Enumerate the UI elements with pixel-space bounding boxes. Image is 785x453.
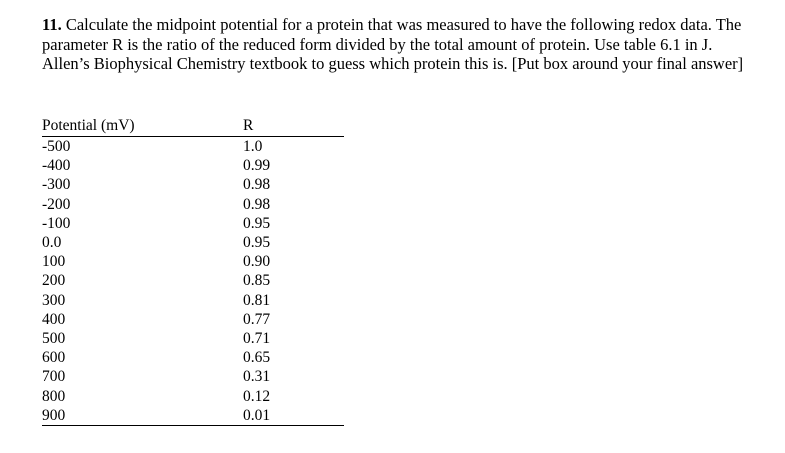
table-row (42, 252, 344, 271)
potential-cell: 100 (42, 253, 66, 271)
potential-cell: -100 (42, 214, 71, 232)
table-row (42, 310, 344, 329)
table-row (42, 195, 344, 214)
r-cell: 0.81 (243, 291, 271, 309)
r-cell: 0.99 (243, 157, 271, 175)
potential-cell: -400 (42, 157, 71, 175)
question-line-1-text: Calculate the midpoint potential for a protein that was measured to have the following redox data. The (65, 15, 742, 34)
r-cell: 1.0 (243, 138, 263, 155)
table-row (42, 406, 344, 426)
table-row (42, 156, 344, 175)
table-row (42, 233, 344, 252)
redox-data-table (42, 116, 344, 426)
potential-cell: 600 (42, 349, 66, 367)
r-cell: 0.77 (243, 310, 271, 328)
table-row (42, 271, 344, 290)
r-cell: 0.95 (243, 234, 271, 252)
potential-cell: 700 (42, 368, 66, 386)
r-cell: 0.98 (243, 195, 271, 213)
potential-cell: 800 (42, 387, 66, 405)
potential-cell: -200 (42, 195, 71, 213)
potential-cell: 900 (42, 406, 66, 424)
potential-cell: 400 (42, 310, 66, 328)
r-cell: 0.90 (243, 253, 271, 271)
r-cell: 0.98 (243, 176, 271, 194)
table-row (42, 348, 344, 367)
potential-cell: -300 (42, 176, 71, 194)
table-row (42, 329, 344, 348)
table-header (42, 116, 344, 137)
potential-column-header: Potential (mV) (42, 117, 135, 134)
potential-cell: 200 (42, 272, 66, 290)
r-cell: 0.12 (243, 387, 271, 405)
r-cell: 0.71 (243, 330, 271, 348)
question-text (42, 15, 762, 74)
potential-cell: 500 (42, 330, 66, 348)
question-number: 11. (42, 15, 62, 34)
table-row (42, 367, 344, 386)
table-row (42, 291, 344, 310)
question-line-3: Allen’s Biophysical Chemistry textbook to guess which protein this is. [Put box around your final answer] (42, 54, 744, 73)
header-row (42, 116, 344, 137)
r-cell: 0.31 (243, 368, 271, 386)
question-line-2: parameter R is the ratio of the reduced form divided by the total amount of protein. Use table 6.1 in J. (42, 34, 713, 54)
r-cell: 0.65 (243, 349, 271, 367)
potential-cell: 0.0 (42, 234, 62, 252)
table-row (42, 387, 344, 406)
r-cell: 0.01 (243, 406, 271, 424)
potential-cell: 300 (42, 291, 66, 309)
r-cell: 0.85 (243, 272, 271, 290)
r-column-header: R (243, 117, 254, 134)
table-body (42, 137, 344, 426)
r-cell: 0.95 (243, 214, 271, 232)
question-line-1 (42, 15, 762, 35)
table-row (42, 175, 344, 194)
table-row (42, 214, 344, 233)
table-row (42, 137, 344, 157)
potential-cell: -500 (42, 138, 71, 155)
